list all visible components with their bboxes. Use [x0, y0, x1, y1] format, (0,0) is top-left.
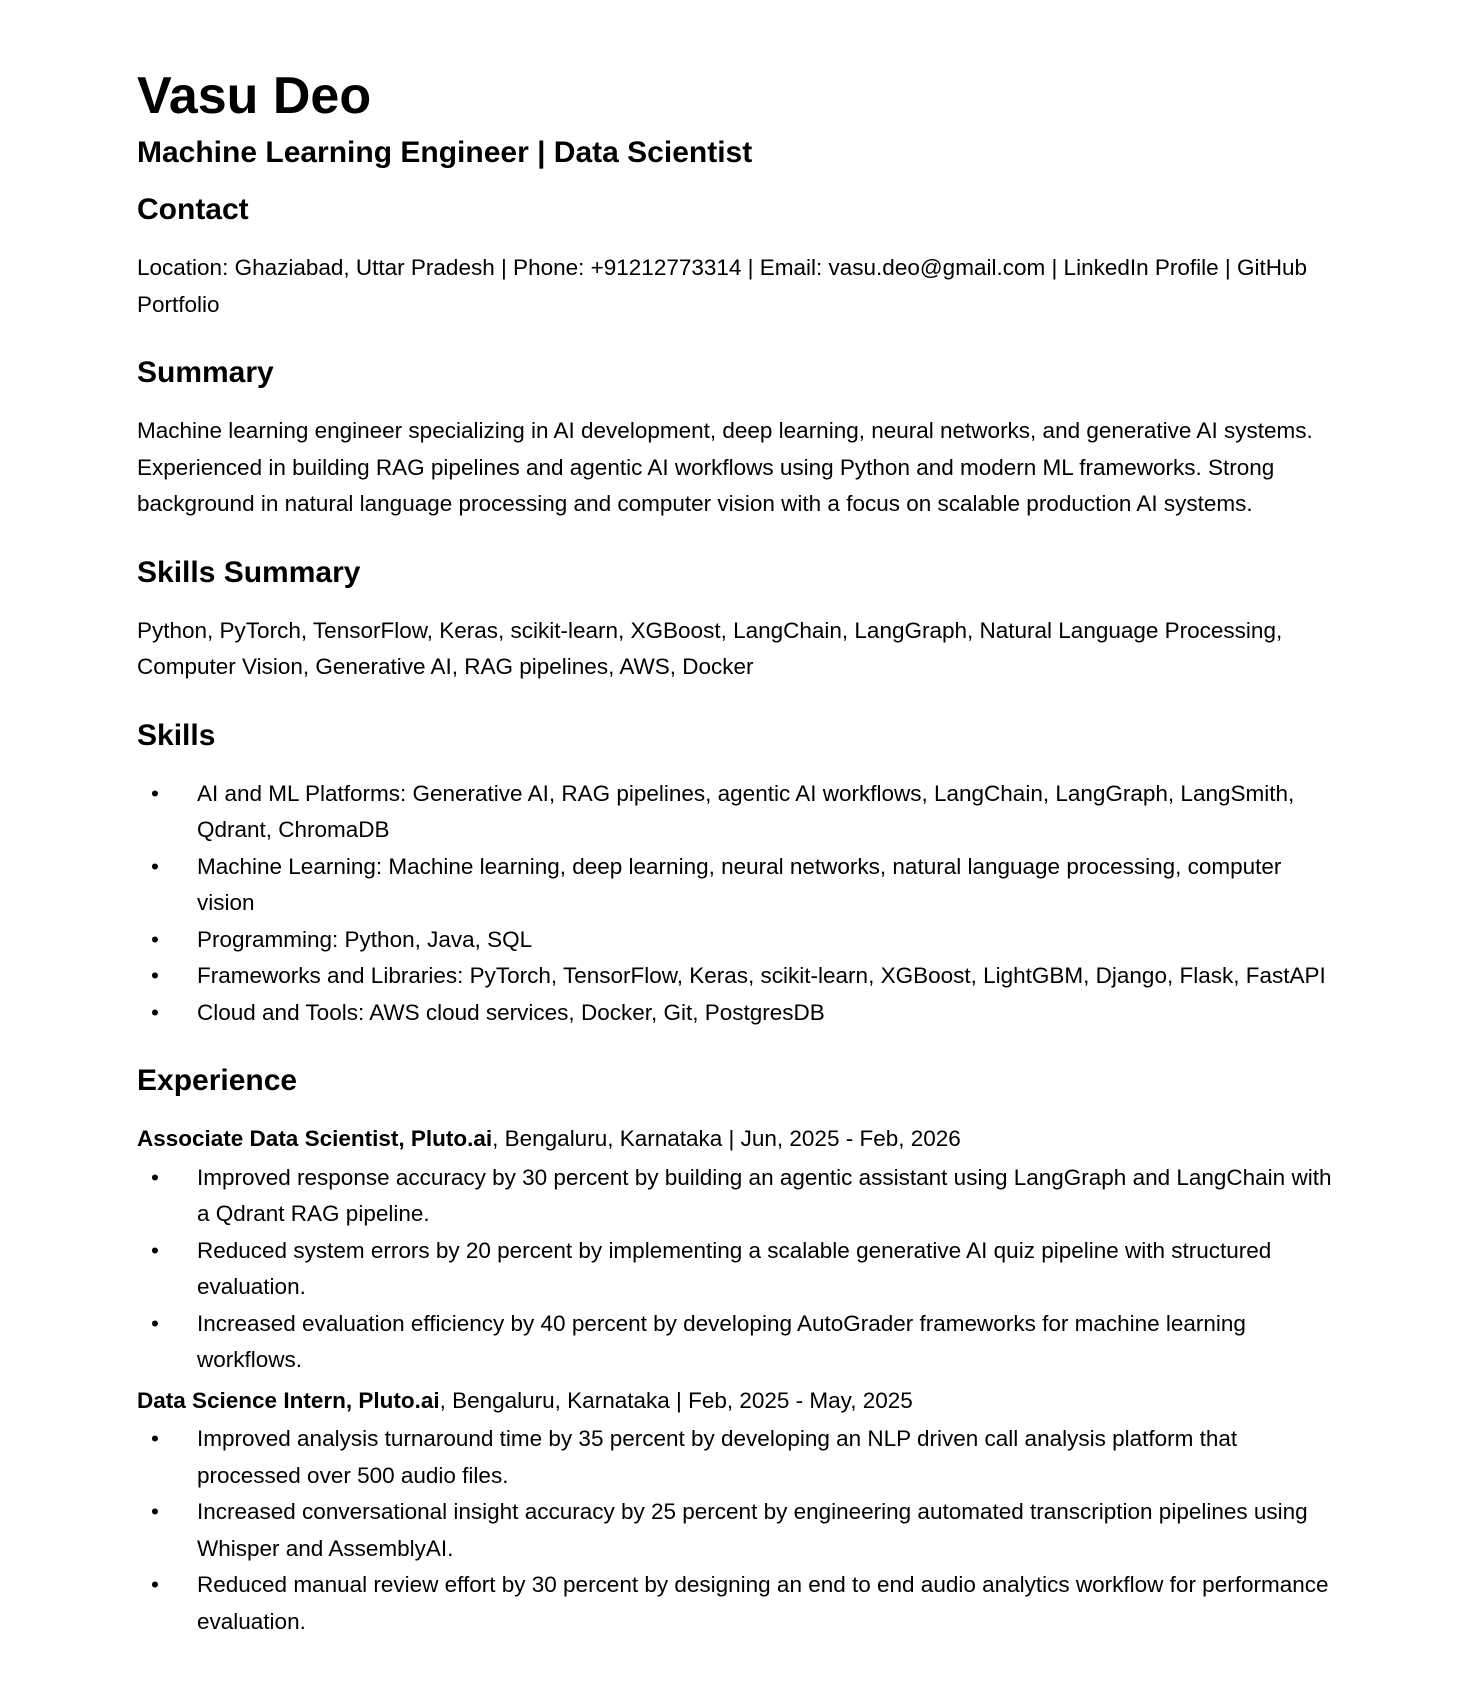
contact-details: Location: Ghaziabad, Uttar Pradesh | Phone: +91212773314 | Email: vasu.deo@gmail.com | LinkedIn Profile | GitHub Portfolio — [137, 255, 1308, 317]
summary-heading: Summary — [137, 356, 274, 389]
skill-item: • AI and ML Platforms: Generative AI, RAG pipelines, agentic AI workflows, LangChain, LangGraph, LangSmith, Qdrant, ChromaDB — [197, 776, 1341, 849]
skill-item: • Programming: Python, Java, SQL — [197, 922, 1341, 959]
job-2-meta: , Bengaluru, Karnataka | Feb, 2025 - May, 2025 — [439, 1387, 913, 1413]
job-bullet: • Reduced manual review effort by 30 percent by designing an end to end audio analytics workflow for performance evaluation. — [197, 1567, 1341, 1640]
job-bullet: • Reduced system errors by 20 percent by implementing a scalable generative AI quiz pipeline with structured evaluation. — [197, 1233, 1341, 1306]
job-1-meta: , Bengaluru, Karnataka | Jun, 2025 - Feb, 2026 — [492, 1126, 961, 1151]
section-skills-summary — [137, 556, 1341, 686]
job-1-bullets — [137, 1160, 1341, 1379]
section-experience — [137, 1064, 1341, 1640]
job-1-header — [137, 1121, 1341, 1158]
skills-summary-heading: Skills Summary — [137, 555, 361, 589]
experience-heading: Experience — [137, 1064, 298, 1097]
candidate-headline: Machine Learning Engineer | Data Scientist — [137, 136, 753, 169]
job-2-title: Data Science Intern, Pluto.ai — [137, 1387, 440, 1413]
job-bullet: • Improved response accuracy by 30 percent by building an agentic assistant using LangGraph and LangChain with a Qdrant RAG pipeline. — [197, 1160, 1341, 1233]
contact-heading: Contact — [137, 193, 249, 226]
job-bullet: • Increased conversational insight accuracy by 25 percent by engineering automated transcription pipelines using Whisper and AssemblyAI. — [197, 1494, 1341, 1567]
experience-job-1 — [137, 1121, 1341, 1379]
section-contact — [137, 193, 1341, 323]
job-2-bullets — [137, 1421, 1341, 1640]
skill-item: • Cloud and Tools: AWS cloud services, Docker, Git, PostgresDB — [197, 995, 1341, 1032]
candidate-name: Vasu Deo — [137, 67, 372, 125]
skill-item: • Machine Learning: Machine learning, deep learning, neural networks, natural language processing, computer vision — [197, 849, 1341, 922]
section-skills — [137, 719, 1341, 1032]
skills-heading: Skills — [137, 718, 216, 752]
job-1-title: Associate Data Scientist, Pluto.ai — [137, 1126, 493, 1151]
job-2-header — [137, 1383, 1341, 1420]
skills-list — [137, 776, 1341, 1032]
job-bullet: • Improved analysis turnaround time by 35 percent by developing an NLP driven call analysis platform that processed over 500 audio files. — [197, 1421, 1341, 1494]
summary-text: Machine learning engineer specializing in AI development, deep learning, neural networks, and generative AI systems. Experienced in building RAG pipelines and agentic AI workflows using Python and modern ML frameworks. Strong background in natural language processing and computer vision with a focus on scalable production AI systems. — [137, 418, 1313, 516]
section-summary — [137, 356, 1341, 523]
experience-job-2 — [137, 1383, 1341, 1641]
skills-summary-text: Python, PyTorch, TensorFlow, Keras, scikit-learn, XGBoost, LangChain, LangGraph, Natural Language Processing, Computer Vision, Generative AI, RAG pipelines, AWS, Docker — [137, 617, 1283, 679]
skill-item: • Frameworks and Libraries: PyTorch, TensorFlow, Keras, scikit-learn, XGBoost, LightGBM, Django, Flask, FastAPI — [197, 958, 1341, 995]
job-bullet: • Increased evaluation efficiency by 40 percent by developing AutoGrader frameworks for machine learning workflows. — [197, 1306, 1341, 1379]
